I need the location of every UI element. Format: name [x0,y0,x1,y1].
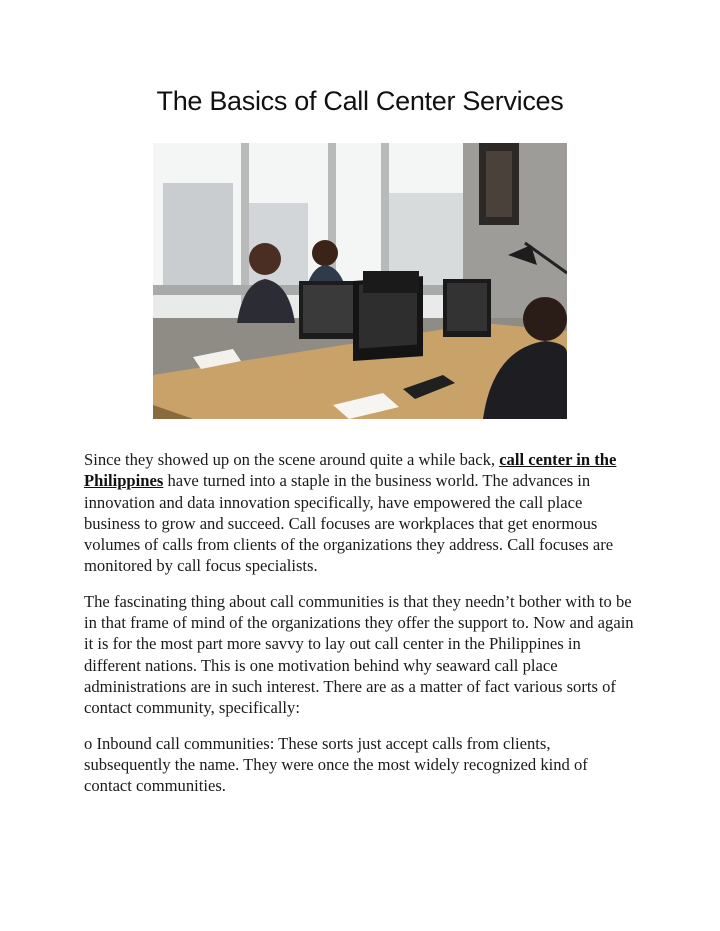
paragraph-3: o Inbound call communities: These sorts just accept calls from clients, subsequently the name. They were once the most widely recognized kind of contact communities. [84,733,588,796]
call-center-philippines-link[interactable]: call center in the Philippines [84,450,617,491]
paragraph-2: The fascinating thing about call communities is that they needn’t bother with to be in that frame of mind of the organizations they offer the support to. Now and again it is for the most part more savvy to lay out call center in the Philippines in different nations. This is one motivation behind why seaward call place administrations are in such interest. There are as a matter of fact various sorts of contact community, specifically: [84,591,634,718]
document-body [84,449,636,810]
call-center-photo [153,143,567,419]
photo-illustration [153,143,567,419]
document-title: The Basics of Call Center Services [156,86,564,116]
paragraph-1-rest: have turned into a staple in the business world. The advances in innovation and data innovation specifically, have empowered the call place business to grow and succeed. Call focuses are workplaces that get enormous volumes of calls from clients of the organizations they address. Call focuses are monitored by call focus specialists. [84,471,614,576]
paragraph-1 [84,449,636,577]
paragraph-1-intro: Since they showed up on the scene around quite a while back, [84,450,500,469]
